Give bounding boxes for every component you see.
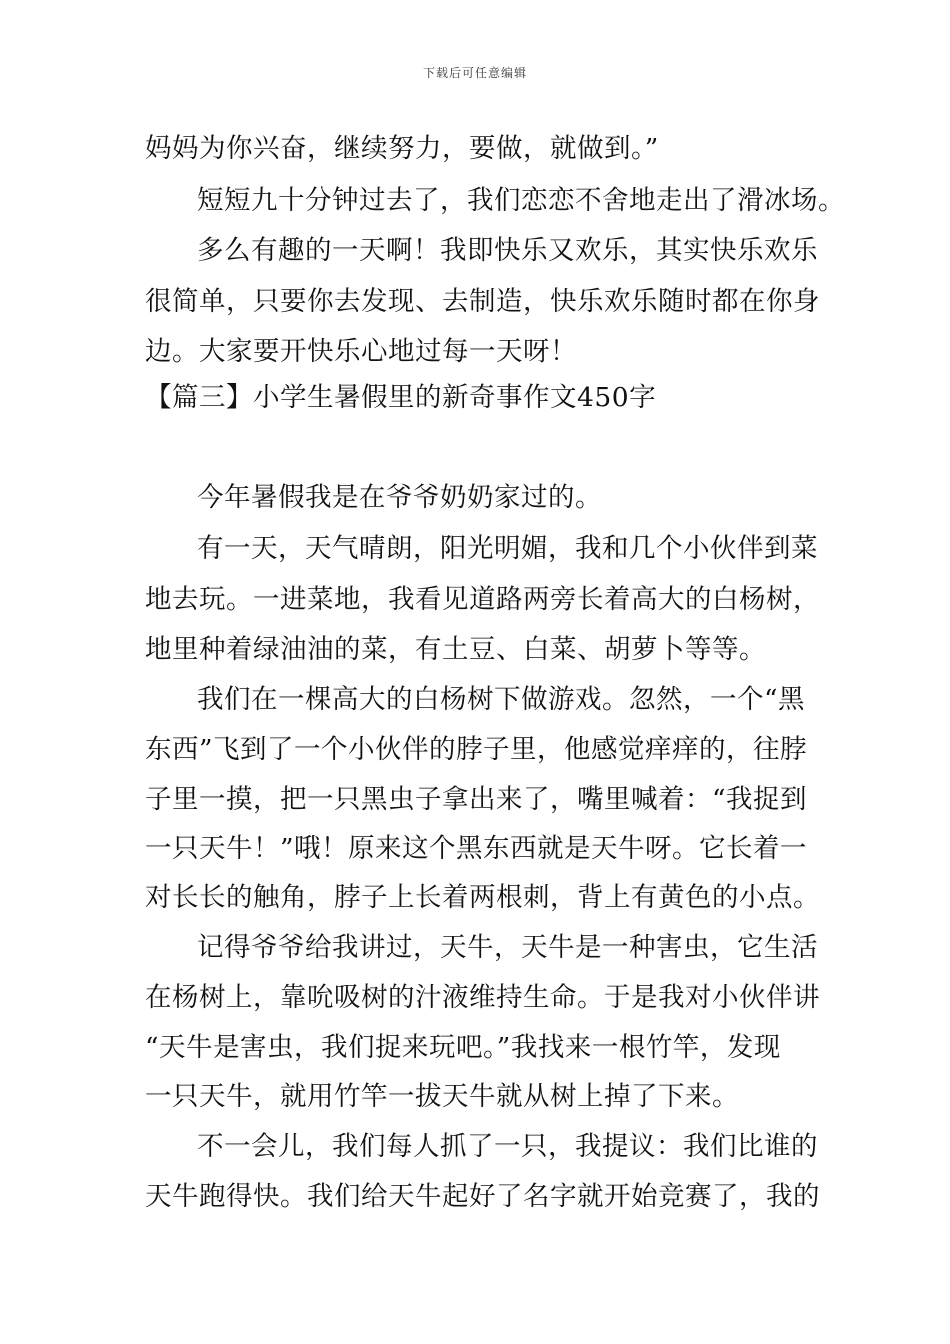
text-line: 对长长的触角，脖子上长着两根刺，背上有黄色的小点。: [145, 882, 820, 913]
text-line: 记得爷爷给我讲过，天牛，天牛是一种害虫，它生活: [197, 932, 818, 963]
text-line: “天牛是害虫，我们捉来玩吧。”我找来一根竹竿，发现: [145, 1032, 781, 1063]
text-line: 子里一摸，把一只黑虫子拿出来了，嘴里喊着：“我捉到: [145, 784, 808, 815]
section-heading: 【篇三】小学生暑假里的新奇事作文450字: [145, 382, 657, 413]
text-line: 边。大家要开快乐心地过每一天呀！: [145, 336, 577, 367]
text-line: 妈妈为你兴奋，继续努力，要做，就做到。”: [145, 133, 659, 164]
text-line: 东西”飞到了一个小伙伴的脖子里，他感觉痒痒的，往脖: [145, 734, 808, 765]
text-line: 不一会儿，我们每人抓了一只，我提议：我们比谁的: [197, 1131, 818, 1162]
text-line: 天牛跑得快。我们给天牛起好了名字就开始竞赛了，我的: [145, 1181, 820, 1212]
text-line: 一只天牛！”哦！原来这个黑东西就是天牛呀。它长着一: [145, 833, 808, 864]
text-line: 地去玩。一进菜地，我看见道路两旁长着高大的白杨树，: [145, 584, 820, 615]
text-line: 很简单，只要你去发现、去制造，快乐欢乐随时都在你身: [145, 286, 820, 317]
text-line: 在杨树上，靠吮吸树的汁液维持生命。于是我对小伙伴讲: [145, 982, 820, 1013]
page-header: 下载后可任意编辑: [422, 66, 527, 80]
text-line: 多么有趣的一天啊！我即快乐又欢乐，其实快乐欢乐: [197, 235, 818, 266]
text-line: 一只天牛，就用竹竿一拔天牛就从树上掉了下来。: [145, 1081, 739, 1112]
text-line: 短短九十分钟过去了，我们恋恋不舍地走出了滑冰场。: [197, 185, 845, 216]
text-line: 地里种着绿油油的菜，有土豆、白菜、胡萝卜等等。: [145, 634, 766, 665]
text-line: 今年暑假我是在爷爷奶奶家过的。: [197, 482, 602, 513]
text-line: 有一天，天气晴朗，阳光明媚，我和几个小伙伴到菜: [197, 533, 818, 564]
text-line: 我们在一棵高大的白杨树下做游戏。忽然，一个“黑: [197, 684, 806, 715]
